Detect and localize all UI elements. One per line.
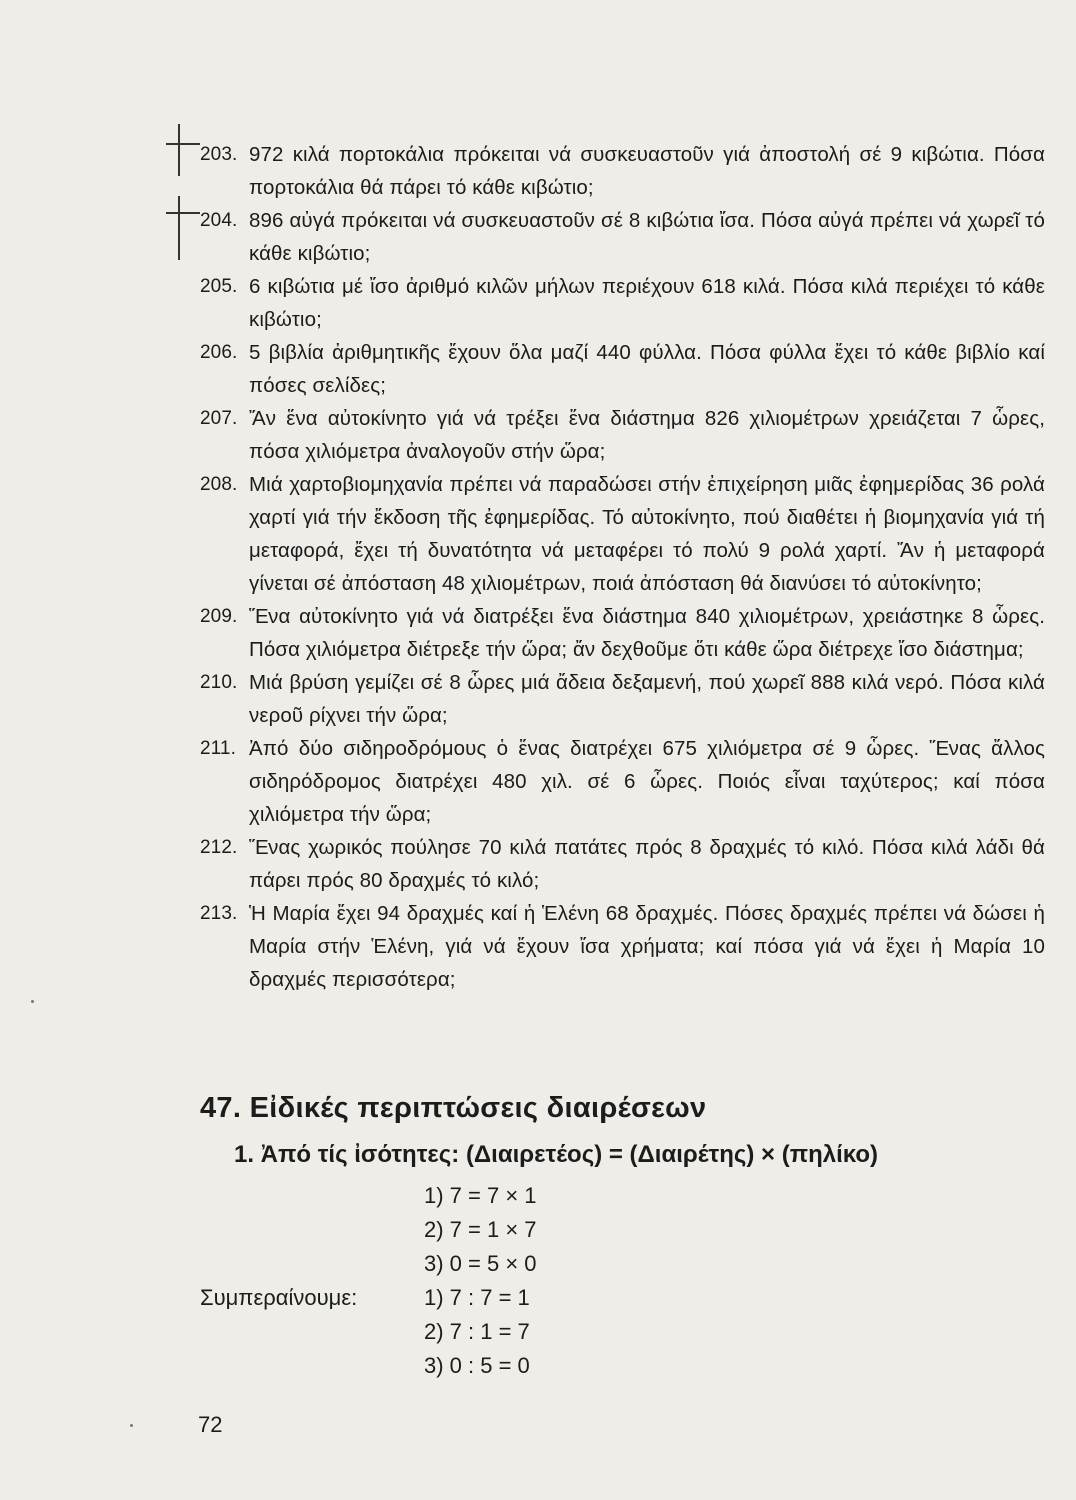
section-title: 47. Εἰδικές περιπτώσεις διαιρέσεων (200, 1092, 707, 1124)
problem-number: 213. (200, 903, 238, 924)
conclusion-3: 3) 0 : 5 = 0 (424, 1353, 530, 1378)
section-subtitle: 1. Ἀπό τίς ἰσότητες: (Διαιρετέος) = (Διαιρέτης) × (πηλίκο) (234, 1141, 879, 1168)
problem-210 (200, 666, 1045, 732)
conclusion-2: 2) 7 : 1 = 7 (424, 1319, 530, 1344)
problem-number: 212. (200, 837, 238, 858)
problem-number: 211. (200, 738, 236, 759)
problem-text: 5 βιβλία ἀριθμητικῆς ἔχουν ὅλα μαζί 440 φύλλα. Πόσα φύλλα ἔχει τό κάθε βιβλίο καί πόσες σελίδες; (249, 341, 1045, 397)
problem-number: 206. (200, 342, 238, 363)
problem-number: 207. (200, 408, 238, 429)
problem-211 (200, 732, 1045, 831)
margin-mark-204 (178, 196, 180, 260)
conclusion-label: Συμπεραίνουμε: (200, 1285, 358, 1310)
problem-208 (200, 468, 1045, 600)
problem-number: 205. (200, 276, 238, 297)
problem-text: Ἕνα αὐτοκίνητο γιά νά διατρέξει ἕνα διάστημα 840 χιλιομέτρων, χρειάστηκε 8 ὧρες. Πόσα χιλιόμετρα διέτρεξε τήν ὥρα; ἄν δεχθοῦμε ὅτι κάθε ὥρα διέτρεχε ἴσο διάστημα; (249, 605, 1045, 661)
margin-mark-203-cross (166, 143, 200, 145)
problem-204 (200, 204, 1045, 270)
problem-205 (200, 270, 1045, 336)
problem-text: Ἄν ἕνα αὐτοκίνητο γιά νά τρέξει ἕνα διάστημα 826 χιλιομέτρων χρειάζεται 7 ὧρες, πόσα χιλιόμετρα ἀναλογοῦν στήν ὥρα; (249, 407, 1045, 463)
print-speck (130, 1424, 133, 1427)
problem-number: 209. (200, 606, 238, 627)
conclusion-1: 1) 7 : 7 = 1 (424, 1285, 530, 1310)
problem-number: 204. (200, 210, 238, 231)
problem-text: 6 κιβώτια μέ ἴσο ἀριθμό κιλῶν μήλων περιέχουν 618 κιλά. Πόσα κιλά περιέχει τό κάθε κιβώτιο; (249, 275, 1045, 331)
problem-text: Ἀπό δύο σιδηροδρόμους ὁ ἕνας διατρέχει 675 χιλιόμετρα σέ 9 ὧρες. Ἕνας ἄλλος σιδηρόδρομος διατρέχει 480 χιλ. σέ 6 ὧρες. Ποιός εἶναι ταχύτερος; καί πόσα χιλιόμετρα τήν ὥρα; (249, 737, 1045, 826)
problem-list (200, 138, 1045, 996)
margin-mark-204-cross (166, 212, 200, 214)
equality-2: 2) 7 = 1 × 7 (424, 1217, 537, 1242)
print-speck (31, 1000, 34, 1003)
equality-1: 1) 7 = 7 × 1 (424, 1183, 537, 1208)
page-number: 72 (198, 1412, 223, 1437)
problem-text: Ἡ Μαρία ἔχει 94 δραχμές καί ἡ Ἑλένη 68 δραχμές. Πόσες δραχμές πρέπει νά δώσει ἡ Μαρία στήν Ἑλένη, γιά νά ἔχουν ἴσα χρήματα; καί πόσα γιά νά ἔχει ἡ Μαρία 10 δραχμές περισσότερα; (249, 902, 1045, 991)
problem-213 (200, 897, 1045, 996)
equality-3: 3) 0 = 5 × 0 (424, 1251, 537, 1276)
problem-text: 896 αὐγά πρόκειται νά συσκευαστοῦν σέ 8 κιβώτια ἴσα. Πόσα αὐγά πρέπει νά χωρεῖ τό κάθε κιβώτιο; (249, 209, 1045, 265)
problem-text: Ἕνας χωρικός πούλησε 70 κιλά πατάτες πρός 8 δραχμές τό κιλό. Πόσα κιλά λάδι θά πάρει πρός 80 δραχμές τό κιλό; (249, 836, 1045, 892)
problem-206 (200, 336, 1045, 402)
problem-text: Μιά χαρτοβιομηχανία πρέπει νά παραδώσει στήν ἐπιχείρηση μιᾶς ἐφημερίδας 36 ρολά χαρτί γιά τήν ἔκδοση τῆς ἐφημερίδας. Τό αὐτοκίνητο, πού διαθέτει ἡ βιομηχανία γιά τή μεταφορά, ἔχει τή δυνατότητα νά μεταφέρει τό πολύ 9 ρολά χαρτί. Ἄν ἡ μεταφορά γίνεται σέ ἀπόσταση 48 χιλιομέτρων, ποιά ἀπόσταση θά διανύσει τό αὐτοκίνητο; (249, 473, 1045, 595)
problem-212 (200, 831, 1045, 897)
problem-number: 210. (200, 672, 238, 693)
problem-text: Μιά βρύση γεμίζει σέ 8 ὧρες μιά ἄδεια δεξαμενή, πού χωρεῖ 888 κιλά νερό. Πόσα κιλά νεροῦ ρίχνει τήν ὥρα; (249, 671, 1045, 727)
margin-mark-203 (178, 124, 180, 176)
problem-209 (200, 600, 1045, 666)
problem-number: 203. (200, 144, 238, 165)
problem-number: 208. (200, 474, 238, 495)
problem-203 (200, 138, 1045, 204)
problem-207 (200, 402, 1045, 468)
problem-text: 972 κιλά πορτοκάλια πρόκειται νά συσκευαστοῦν γιά ἀποστολή σέ 9 κιβώτια. Πόσα πορτοκάλια θά πάρει τό κάθε κιβώτιο; (249, 143, 1045, 199)
